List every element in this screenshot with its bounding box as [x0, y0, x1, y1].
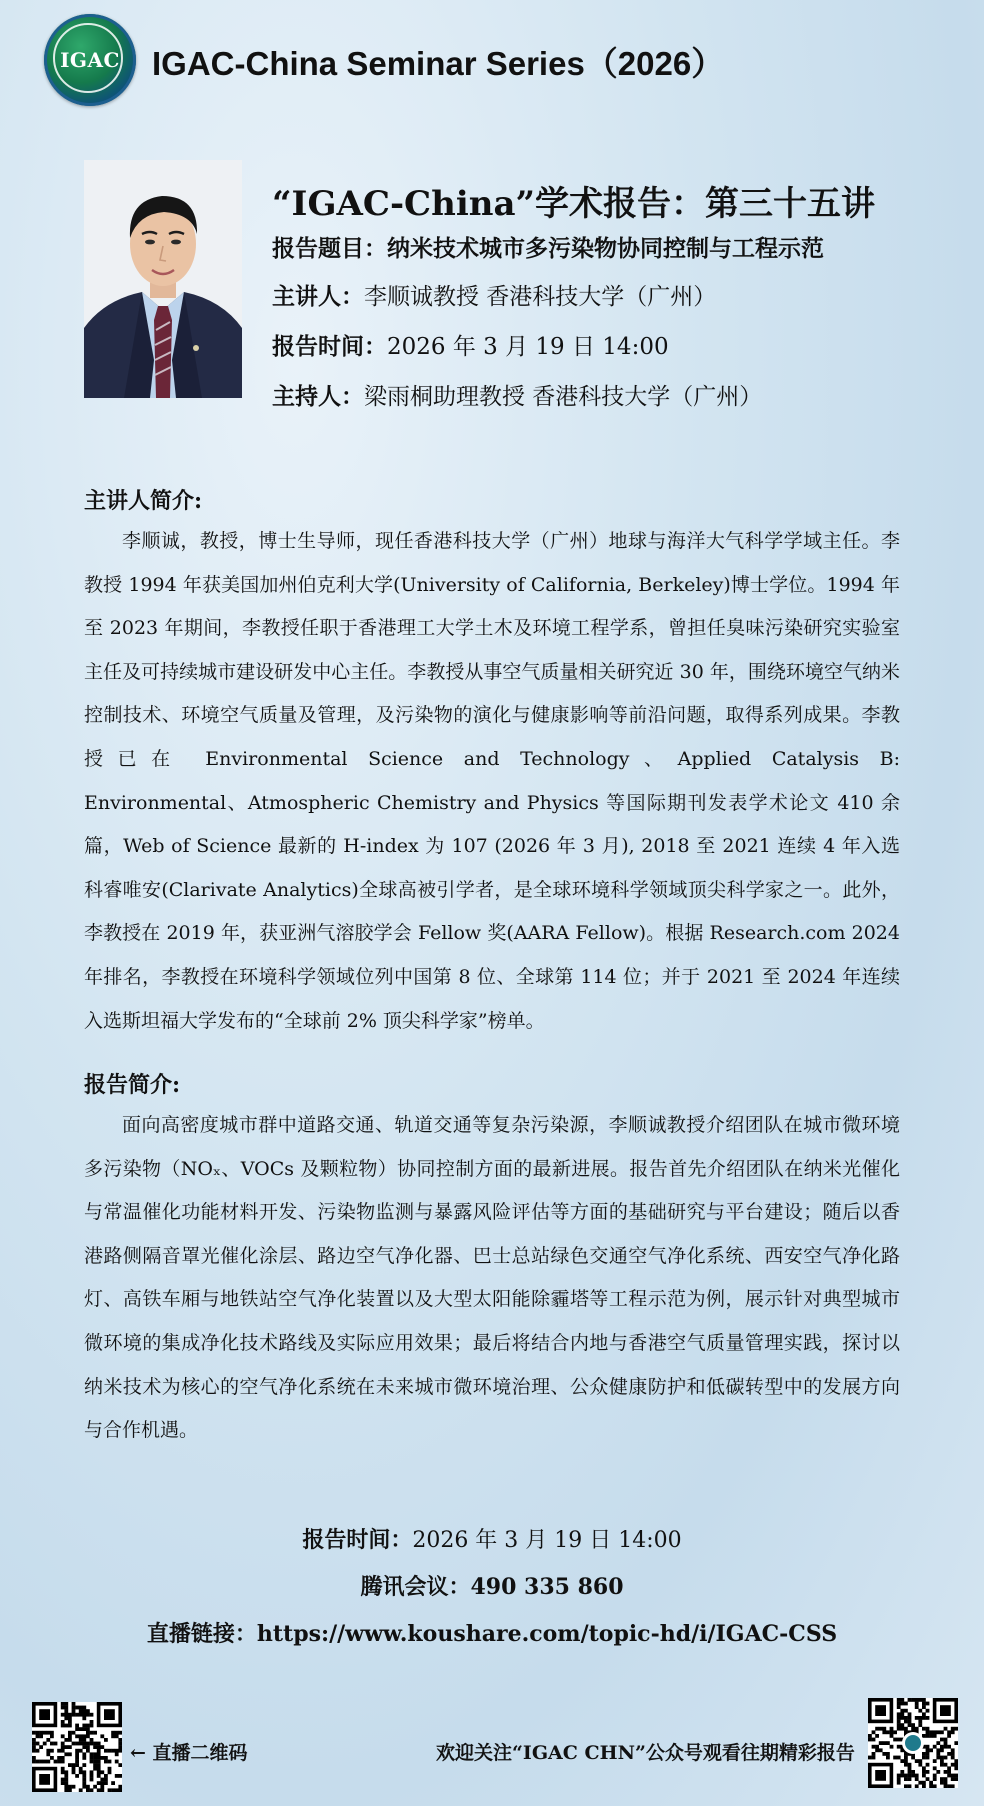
- live-qr-caption: ← 直播二维码: [130, 1742, 248, 1764]
- bio-paragraph: 李顺诚，教授，博士生导师，现任香港科技大学（广州）地球与海洋大气科学学域主任。李教授 1994 年获美国加州伯克利大学(University of California, Berkeley)博士学位。1994 年至 2023 年期间，李教授任职于香港理工大学土木及环境工程学系，曾担任臭味污染研究实验室主任及可持续城市建设研发中心主任。李教授从事空气质量相关研究近 30 年，围绕环境空气纳米控制技术、环境空气质量及管理，及污染物的演化与健康影响等前沿问题，取得系列成果。李教授已在 Environmental Science and Technology、Applied Catalysis B: Environmental、Atmospheric Chemistry and Physics 等国际期刊发表学术论文 410 余篇，Web of Science 最新的 H-index 为 107 (2026 年 3 月), 2018 至 2021 连续 4 年入选科睿唯安(Clarivate Analytics)全球高被引学者，是全球环境科学领域顶尖科学家之一。此外，李教授在 2019 年，获亚洲气溶胶学会 Fellow 奖(AARA Fellow)。根据 Research.com 2024 年排名，李教授在环境科学领域位列中国第 8 位、全球第 114 位；并于 2021 至 2024 年连续入选斯坦福大学发布的“全球前 2% 顶尖科学家”榜单。: [84, 530, 900, 1032]
- seminar-title: “IGAC-China”学术报告：第三十五讲: [272, 184, 876, 224]
- logo-text: IGAC: [60, 48, 120, 72]
- footer-time-value: 2026 年 3 月 19 日 14:00: [412, 1528, 682, 1553]
- footer-meeting: [0, 1570, 984, 1601]
- bio-heading: 主讲人简介:: [84, 488, 203, 514]
- wechat-qr-code[interactable]: [868, 1698, 958, 1788]
- meeting-label: 腾讯会议：: [360, 1574, 471, 1600]
- speaker-value: 李顺诚教授 香港科技大学（广州）: [364, 284, 717, 310]
- topic-value: 纳米技术城市多污染物协同控制与工程示范: [387, 235, 824, 262]
- topic-label: 报告题目：: [272, 235, 387, 262]
- meeting-id[interactable]: 490 335 860: [470, 1574, 624, 1600]
- series-title: IGAC-China Seminar Series（2026）: [152, 45, 725, 82]
- seminar-topic: [272, 230, 824, 263]
- abstract-heading: 报告简介:: [84, 1072, 181, 1098]
- live-label: 直播链接：: [146, 1621, 257, 1647]
- footer-time: [0, 1523, 984, 1554]
- qr-pattern-right: [868, 1698, 958, 1788]
- abstract-paragraph: 面向高密度城市群中道路交通、轨道交通等复杂污染源，李顺诚教授介绍团队在城市微环境多污染物（NOₓ、VOCs 及颗粒物）协同控制方面的最新进展。报告首先介绍团队在纳米光催化与常温催化功能材料开发、污染物监测与暴露风险评估等方面的基础研究与平台建设；随后以香港路侧隔音罩光催化涂层、路边空气净化器、巴士总站绿色交通空气净化系统、西安空气净化路灯、高铁车厢与地铁站空气净化装置以及大型太阳能除霾塔等工程示范为例，展示针对典型城市微环境的集成净化技术路线及实际应用效果；最后将结合内地与香港空气质量管理实践，探讨以纳米技术为核心的空气净化系统在未来城市微环境治理、公众健康防护和低碳转型中的发展方向与合作机遇。: [84, 1114, 900, 1442]
- live-qr-code[interactable]: [32, 1702, 122, 1792]
- host-value: 梁雨桐助理教授 香港科技大学（广州）: [364, 384, 763, 410]
- live-link[interactable]: https://www.koushare.com/topic-hd/i/IGAC-CSS: [256, 1621, 838, 1647]
- footer-live: [0, 1617, 984, 1648]
- time-value: 2026 年 3 月 19 日 14:00: [387, 334, 669, 360]
- igac-logo: [44, 14, 136, 106]
- qr-pattern-left: [32, 1702, 122, 1792]
- seminar-speaker: [272, 278, 716, 311]
- seminar-time: [272, 328, 669, 361]
- time-label: 报告时间：: [272, 333, 387, 360]
- portrait-illustration: [84, 160, 242, 398]
- seminar-host: [272, 378, 762, 411]
- wechat-qr-caption: 欢迎关注“IGAC CHN”公众号观看往期精彩报告: [436, 1742, 855, 1764]
- speaker-photo: [84, 160, 242, 398]
- speaker-label: 主讲人：: [272, 283, 364, 310]
- host-label: 主持人：: [272, 383, 364, 410]
- footer-time-label: 报告时间：: [302, 1527, 413, 1553]
